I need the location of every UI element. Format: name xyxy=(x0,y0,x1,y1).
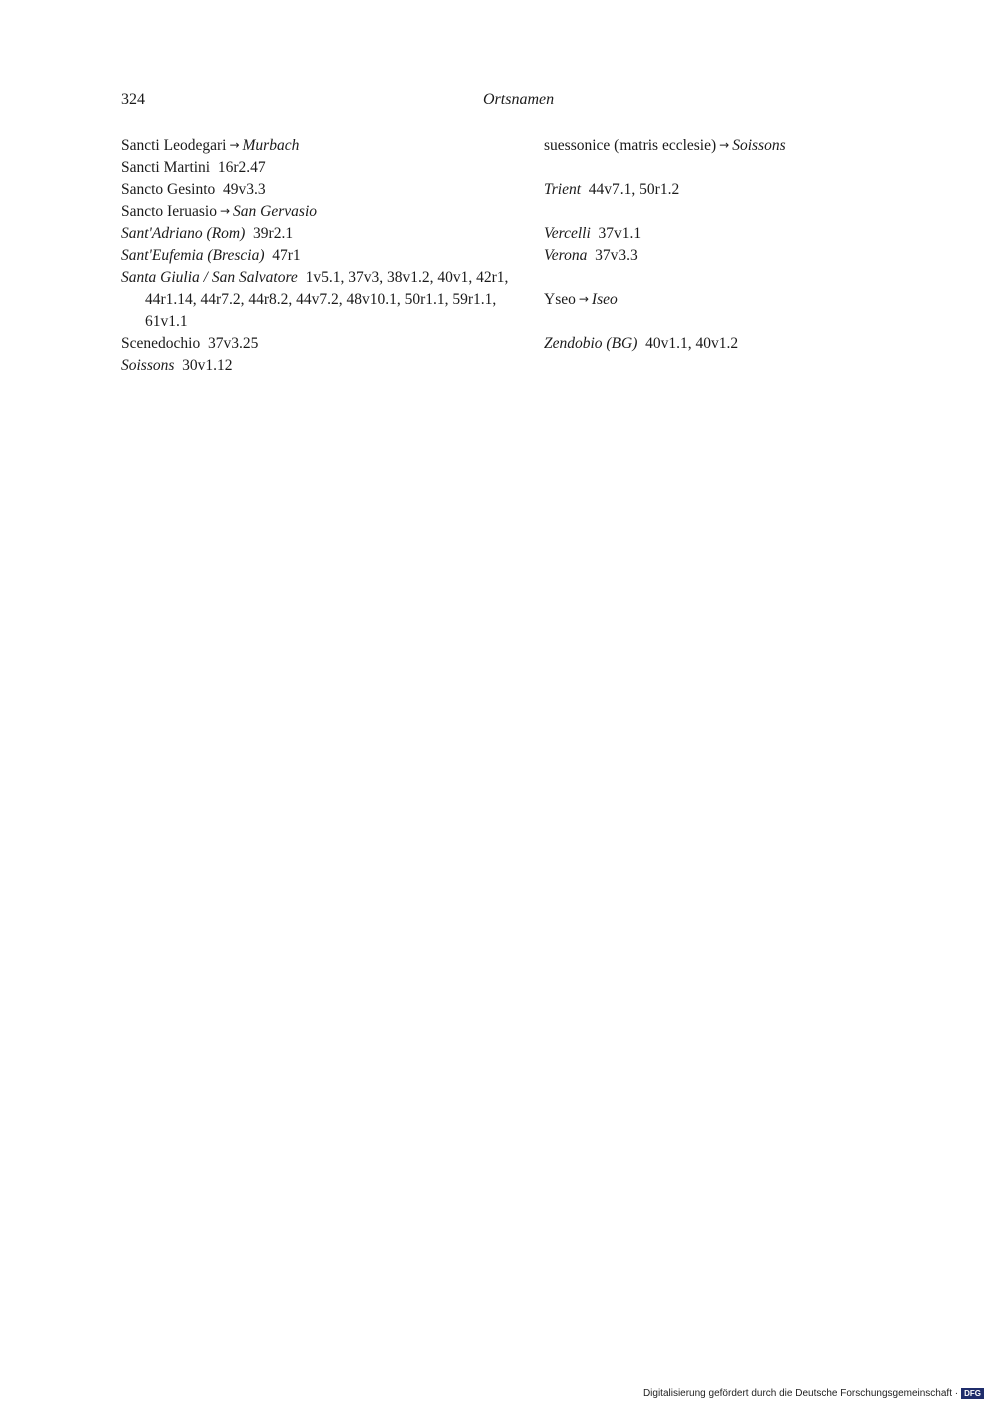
index-entry xyxy=(544,179,964,201)
right-arrow-icon: → xyxy=(578,292,589,306)
right-arrow-icon: → xyxy=(219,204,231,218)
index-entry xyxy=(544,333,964,355)
entry-name: Sancti Leodegari xyxy=(121,137,227,154)
index-entry xyxy=(544,245,964,267)
entry-name: Verona xyxy=(544,247,588,264)
entry-references: 39r2.1 xyxy=(253,225,294,242)
letter-group-spacer xyxy=(544,267,964,289)
entry-see-reference: Soissons xyxy=(732,137,786,154)
letter-group-spacer xyxy=(544,311,964,333)
entry-name: Sant'Eufemia (Brescia) xyxy=(121,247,265,264)
funding-footer xyxy=(643,1388,984,1399)
entry-references: 44v7.1, 50r1.2 xyxy=(588,181,680,198)
right-arrow-icon: → xyxy=(229,138,240,152)
entry-references: 1v5.1, 37v3, 38v1.2, 40v1, 42r1, 44r1.14, 44r7.2, 44r8.2, 44v7.2, 48v10.1, 50r1.1, 59r1.1, 61v1.1 xyxy=(145,269,509,330)
dfg-logo: DFG xyxy=(961,1388,984,1399)
entry-see-reference: Murbach xyxy=(242,137,300,154)
entry-name: Sant'Adriano (Rom) xyxy=(121,225,246,242)
entry-references: 49v3.3 xyxy=(223,181,266,198)
index-entry xyxy=(121,201,521,223)
entry-name: Vercelli xyxy=(544,225,591,242)
index-entry xyxy=(121,355,521,377)
entry-references: 37v3.3 xyxy=(595,247,638,264)
entry-references: 40v1.1, 40v1.2 xyxy=(645,335,739,352)
index-column-left xyxy=(121,135,521,377)
letter-group-spacer xyxy=(544,157,964,179)
entry-name: Sancto Ieruasio xyxy=(121,203,217,220)
entry-see-reference: Iseo xyxy=(591,291,618,308)
entry-name: Yseo xyxy=(544,291,576,308)
entry-references: 37v3.25 xyxy=(207,335,259,352)
index-entry xyxy=(121,333,521,355)
index-entry xyxy=(121,135,521,157)
entry-references: 37v1.1 xyxy=(598,225,642,242)
right-arrow-icon: → xyxy=(719,138,730,152)
index-entry xyxy=(121,245,521,267)
entry-name: Scenedochio xyxy=(121,335,201,352)
entry-name: Soissons xyxy=(121,357,175,374)
index-entry xyxy=(544,289,964,311)
footer-text: Digitalisierung gefördert durch die Deutsche Forschungsgemeinschaft · xyxy=(642,1388,959,1399)
index-entry xyxy=(121,157,521,179)
entry-name: Zendobio (BG) xyxy=(544,335,638,352)
index-entry xyxy=(121,223,521,245)
page-number: 324 xyxy=(121,91,145,108)
entry-name: Sancti Martini xyxy=(121,159,211,176)
index-entry xyxy=(544,223,964,245)
entry-name: Trient xyxy=(544,181,582,198)
entry-name: Sancto Gesinto xyxy=(121,181,216,198)
letter-group-spacer xyxy=(544,201,964,223)
entry-references: 16r2.47 xyxy=(217,159,266,176)
index-entry xyxy=(121,179,521,201)
index-entry xyxy=(121,267,521,333)
running-title: Ortsnamen xyxy=(483,91,555,108)
entry-references: 47r1 xyxy=(272,247,301,264)
entry-name: Santa Giulia / San Salvatore xyxy=(121,269,298,286)
entry-see-reference: San Gervasio xyxy=(233,203,317,220)
entry-references: 30v1.12 xyxy=(182,357,233,374)
index-column-right xyxy=(544,135,964,355)
entry-name: suessonice (matris ecclesie) xyxy=(544,137,717,154)
index-entry xyxy=(544,135,964,157)
